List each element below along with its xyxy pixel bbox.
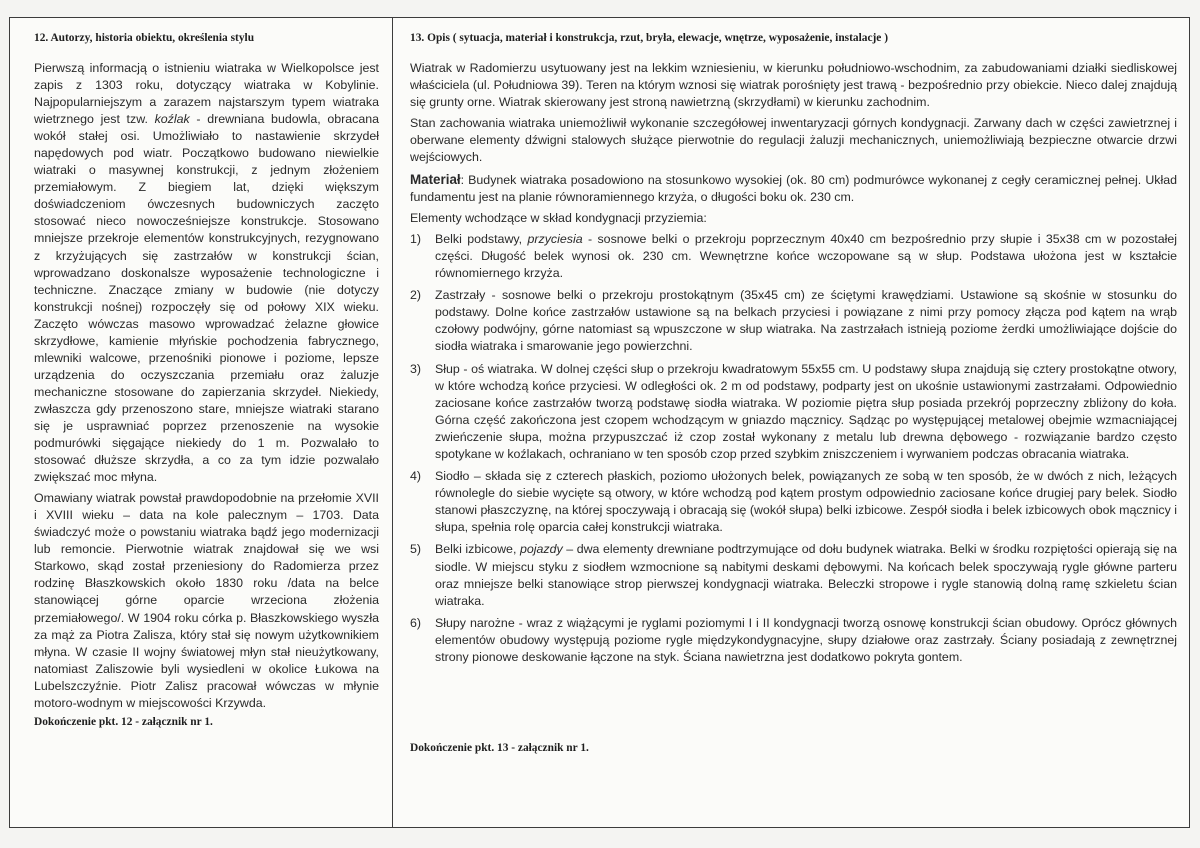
situation-paragraph: Wiatrak w Radomierzu usytuowany jest na lekkim wzniesieniu, w kierunku południowo-wschodnim, za zabudowaniami działki siedliskowej właściciela (ul. Południowa 39). Teren na którym wznosi się wiatrak porośnięty jest trawą - bezpośrednio przy obiekcie. Nieco dalej znajdują się grunty orne. Wiatrak skierowany jest stroną nawietrzną (skrzydłami) w kierunku zachodnim. xyxy=(410,61,1177,110)
list-item-text: Siodło – składa się z czterech płaskich, poziomo ułożonych belek, powiązanych ze sobą w ten sposób, że w dwóch z nich, leżących równolegle do siebie wycięte są otwory, w które wchodzą pod kątem prostym odpowiednio zaciosane końce drugiej pary belek. Siodło stanowi płaszczyznę, na której spoczywają i obracają się (wokół słupa) belki izbicowe. Zespół siodła i belek izbicowych obok mącznicy i słupa, spełnia rolę oparcia całej konstrukcji wiatraka. xyxy=(435,469,1177,535)
section-12-continuation-note: Dokończenie pkt. 12 - załącznik nr 1. xyxy=(34,715,213,728)
section-12-body xyxy=(34,60,379,712)
section-13-continuation-note: Dokończenie pkt. 13 - załącznik nr 1. xyxy=(410,742,589,754)
paragraph-text: Omawiany wiatrak powstał prawdopodobnie na przełomie XVII i XVIII wieku – data na kole palecznym – 1703. Data świadczyć może o powstaniu wiatraka bądź jego modernizacji lub remoncie. Pierwotnie wiatrak znajdował się we wsi Starkowo, skąd został przeniesiony do Radomierza przez rodzinę Błaszkowskich około 1830 roku /data na belce stanowiącej górne oparcie wrzeciona złożenia przemiałowego/. W 1904 roku córka p. Błaszkowskiego wyszła za mąż za Piotra Zalisza, który stał się nowym użytkownikiem młyna. W czasie II wojny światowej młyn stał nieużytkowany, natomiast Zaliszowie byli wysiedleni w okolice Łukowa na Lubelszczyźnie. Piotr Zalisz pracował wówczas w młynie motoro-wodnym w miejscowości Krzywda. xyxy=(34,491,379,710)
emphasized-term: pojazdy xyxy=(519,542,563,557)
list-item-number: 6) xyxy=(410,615,422,630)
list-item xyxy=(410,361,1177,464)
list-item xyxy=(410,615,1177,666)
list-item-text: Słupy narożne - wraz z wiążącymi je ryglami poziomymi I i II kondygnacji tworzą osnowę konstrukcji ścian obudowy. Oprócz głównych elementów obudowy występują poziome rygle międzykondygnacyjne, słupy działowe oraz zastrzały. Ściany posiadają z zewnętrznej strony pionowe deskowanie łączone na styk. Ściana nawietrzna jest dodatkowo pokryta gontem. xyxy=(435,615,1177,664)
list-item-number: 2) xyxy=(410,288,422,303)
list-item-number: 3) xyxy=(410,361,422,376)
condition-paragraph: Stan zachowania wiatraka uniemożliwił wykonanie szczegółowej inwentaryzacji górnych kondygnacji. Zarwany dach w części zawietrznej i oberwane elementy dźwigni stalowych służące pierwotnie do regulacji żaluzji mechanicznych, uniemożliwiają bezpieczne otwarcie drzwi wejściowych. xyxy=(410,116,1177,165)
list-item-number: 4) xyxy=(410,469,422,484)
material-paragraph xyxy=(410,171,1177,206)
elements-intro: Elementy wchodzące w skład kondygnacji przyziemia: xyxy=(410,210,707,225)
section-13-body xyxy=(410,60,1177,666)
section-12-column xyxy=(10,18,393,827)
list-item-text: Belki izbicowe, xyxy=(435,542,520,557)
list-item-text: Zastrzały - sosnowe belki o przekroju prostokątnym (35x45 cm) ze ściętymi krawędziami. Ustawione są skośnie w stosunku do podstawy. Dolne końce zastrzałów ustawione są na belkach przyciesi i powiązane z nimi przy pomocy złącza pod kątem na wrąb czołowy podwójny, górne natomiast są wpuszczone w słup wiatraka. Na zastrzałach istnieją poziome żerdki umożliwiające dojście do siodła wiatraka i smarowanie jego powierzchni. xyxy=(435,288,1177,354)
list-item xyxy=(410,231,1177,282)
history-paragraph-2 xyxy=(34,490,379,712)
section-12-heading: 12. Autorzy, historia obiektu, określenia stylu xyxy=(34,32,255,44)
list-item-text: Słup - oś wiatraka. W dolnej części słup o przekroju kwadratowym 55x55 cm. U podstawy słupa znajdują się cztery prostokątne otwory, w które wchodzą końce przyciesi. W odległości ok. 2 m od podstawy, podparty jest on ukośnie ustawionymi zastrzałami. Odpowiednio zaciosane końce zastrzałów tworzą podstawę siodła wiatraka. W poziomie piętra słup posiada przekrój poprzeczny zbliżony do koła. Górna część zakończona jest czopem wchodzącym w gniazdo mącznicy. Sądząc po występującej metalowej obejmie wzmacniającej zwieńczenie słupa, można przypuszczać iż czop został wykonany z metalu lub drewna dębowego - rozwiązanie bardzo często spotykane w koźlakach, ochraniano w ten sposób czop przed szybkim zniszczeniem i wyrwaniem podczas obracania wiatraka. xyxy=(435,361,1177,461)
paragraph-text: Pierwszą informacją o istnieniu wiatraka w Wielkopolsce jest zapis z 1303 roku, dotyczący wiatraka w Kobylinie. Najpopularniejszym a zarazem najstarszym typem wiatraka wietrznego jest tzw. xyxy=(34,61,379,127)
emphasized-term: koźlak xyxy=(154,112,190,127)
list-item xyxy=(410,468,1177,536)
section-13-column xyxy=(393,18,1189,827)
section-13-heading: 13. Opis ( sytuacja, materiał i konstrukcja, rzut, bryła, elewacje, wnętrze, wyposażenie, instalacje ) xyxy=(410,32,889,44)
material-label: Materiał xyxy=(410,171,461,187)
list-item-number: 5) xyxy=(410,542,422,557)
list-item-text: - sosnowe belki o przekroju poprzecznym 40x40 cm bezpośrednio przy słupie i 35x38 cm w pozostałej części. Długość belek wynosi ok. 230 cm. Wewnętrzne końce wczopowane są w słup. Podstawa ułożona jest w kształcie równomiernego krzyża. xyxy=(435,231,1178,281)
history-paragraph-1 xyxy=(34,60,379,486)
material-text: : Budynek wiatraka posadowiono na stosunkowo wysokiej (ok. 80 cm) podmurówce wykonanej z cegły ceramicznej pełnej. Układ fundamentu jest na planie równoramiennego krzyża, o długości boku ok. 230 cm. xyxy=(410,172,1177,204)
construction-elements-list xyxy=(410,231,1177,666)
list-item-number: 1) xyxy=(410,231,422,246)
form-sheet xyxy=(9,17,1190,828)
list-item xyxy=(410,287,1177,355)
list-item xyxy=(410,541,1177,609)
emphasized-term: przyciesia xyxy=(527,231,583,246)
paragraph-text: - drewniana budowla, obracana wokół stałej osi. Umożliwiało to nastawienie skrzydeł napędowych pod wiatr. Początkowo budowano niewielkie wiatraki o masywnej konstrukcji, z jednym złożeniem przemiałowym. Z biegiem lat, dzięki większym doświadczeniom ówczesnych budowniczych zaczęto stosować nieco nowocześniejsze konstrukcje. Stosowano mniejsze przekroje elementów konstrukcyjnych, rezygnowano z krzyżujących się zastrzałów w konstrukcji ścian, wprowadzano doskonalsze wyposażenie technologiczne i techniczne. Znaczące zmiany w budowie (nie dotyczy konstrukcji nośnej) rozpoczęły się od połowy XIX wieku. Zaczęto wówczas masowo wprowadzać żelazne głowice skrzydłowe, kamienie młyńskie pochodzenia fabrycznego, mlewniki walcowe, przenośniki pionowe i poziome, lepsze urządzenia do oczyszczania przemiału oraz żaluzje mechaniczne stosowane do zapierzania skrzydeł. Niekiedy, zwłaszcza gdy przenoszono stare, mniejsze wiatraki starano się je usprawniać poprzez przenoszenie na wysokie podmurówki sięgające niekiedy do 1 m. Pozwalało to stosować dłuższe skrzydła, a co za tym idzie pozwalało zwiększać moc młyna. xyxy=(34,112,380,485)
list-item-text: Belki podstawy, xyxy=(435,231,528,246)
list-item-text: – dwa elementy drewniane podtrzymujące od dołu budynek wiatraka. Belki w środku rozpiętości opierają się na siodle. W miejscu styku z siodłem wzmocnione są nabitymi deskami dębowymi. Na końcach belek spoczywają rygle główne parteru oraz mniejsze belki stanowiące strop pierwszej kondygnacji wiatraka. Beleczki stropowe i rygle stanowią dolną ramę szkieletu ścian wiatraka. xyxy=(435,542,1178,608)
